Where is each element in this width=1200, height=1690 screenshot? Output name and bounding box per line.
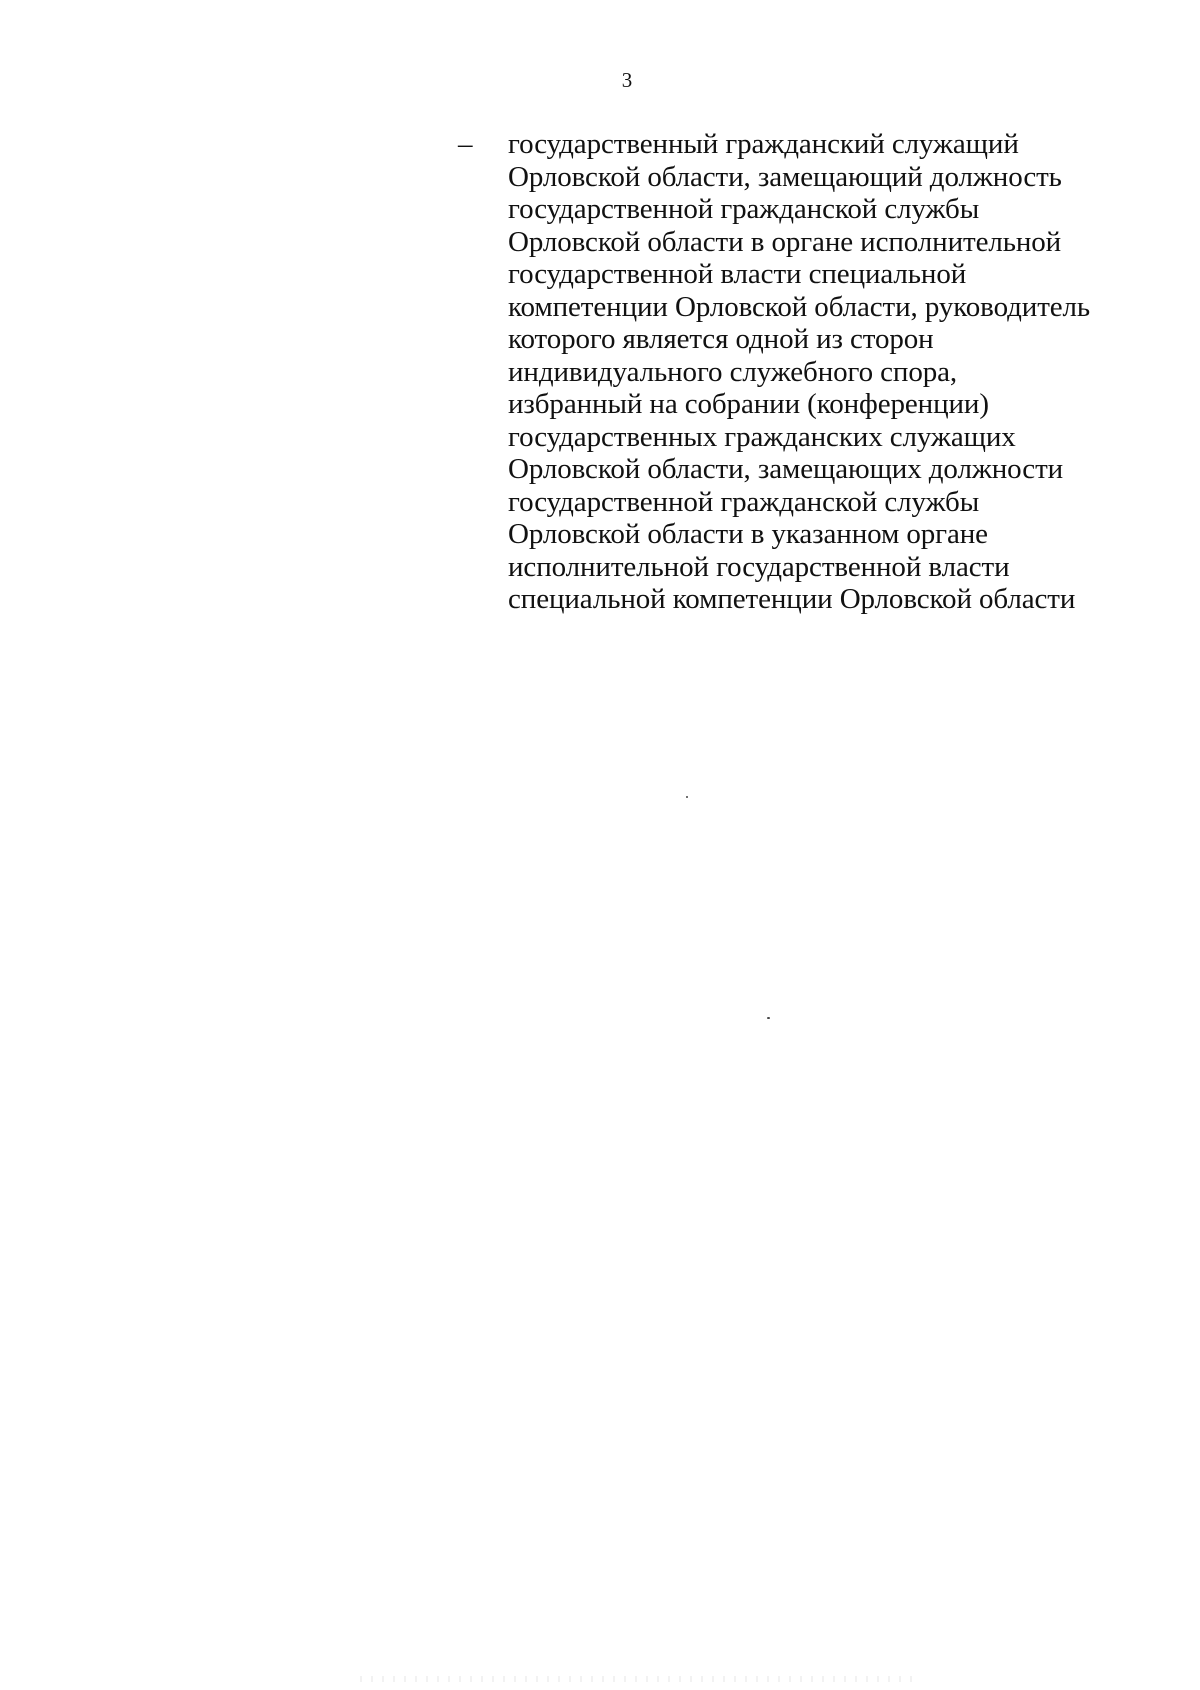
entry-line: государственный гражданский служащий xyxy=(508,128,1019,160)
entry-line: Орловской области, замещающих должности xyxy=(508,453,1064,485)
page-number: 3 xyxy=(621,68,633,92)
entry-line: Орловской области, замещающий должность xyxy=(508,160,1062,193)
scan-speck xyxy=(686,796,688,798)
list-dash: – xyxy=(458,128,473,160)
entry-line: Орловской области в указанном органе xyxy=(508,518,988,550)
scan-speck xyxy=(767,1017,770,1019)
scan-noise xyxy=(360,1676,920,1682)
entry-text xyxy=(508,128,1090,616)
entry-line: Орловской области в органе исполнительной xyxy=(508,225,1062,258)
entry-line: компетенции Орловской области, руководитель xyxy=(508,290,1091,323)
entry-line: специальной компетенции Орловской области xyxy=(508,583,1076,615)
entry-line: которого является одной из сторон xyxy=(508,323,934,355)
entry-line: исполнительной государственной власти xyxy=(508,550,1010,583)
entry-line: избранный на собрании (конференции) xyxy=(508,388,989,420)
entry-line: государственной гражданской службы xyxy=(508,485,980,518)
entry-line: государственной власти специальной xyxy=(508,258,967,290)
entry-line: индивидуального служебного спора, xyxy=(508,355,958,388)
entry-line: государственной гражданской службы xyxy=(508,193,980,225)
entry-line: государственных гражданских служащих xyxy=(508,420,1016,453)
